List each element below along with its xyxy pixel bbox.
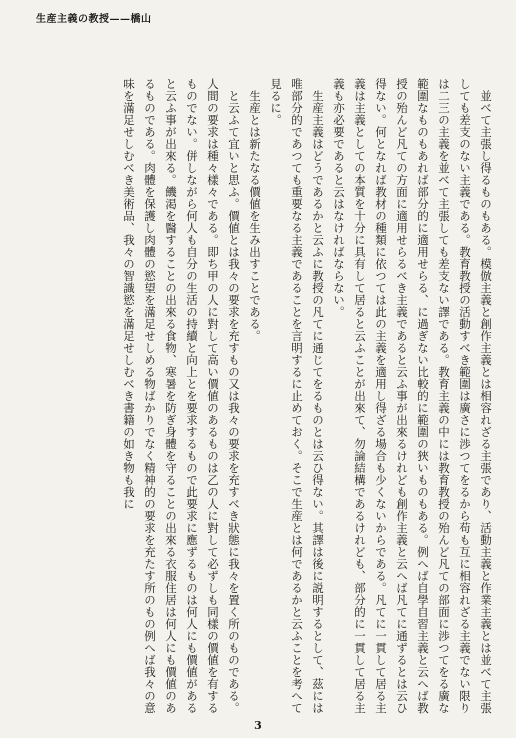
- paragraph-production-principle: 生産主義はどうであるかと云ふに教授の凡てに通じてをるものとは云ひ得ない。其譯は後に説明するとして、茲には唯部分的であつても重要なる主義であることを言明するに止めておく。そこで生産とは何であるかと云ふことを考へて見るに。: [269, 78, 325, 714]
- running-header: 生産主義の教授——橋山: [36, 14, 152, 25]
- page-number: 3: [254, 719, 262, 732]
- paragraph-value: と云ふて宜いと思ふ。價値とは我々の要求を充すもの又は我々の要求を充すべき狀態に我々を置く所のものである。人間の要求は種々樣々である。即ち甲の人に對して高い價値のあるものは乙の人に對して必ずしも同樣の價値を有するものでない。併しながら何人も自分の生活の持續と向上とを要求するもので此要求に應ずるものは何人にも價値があると云ふ事が出來る。饑渇を醫することの出來る食物、寒暑を防ぎ身體を守ることの出來る衣服住居は何人にも價値のあるものである。肉體を保護し肉體の慾望を滿足せしめる物ばかりでなく精神的の要求を充たす所のもの例へば我々の意味を滿足せしむべき美術品、我々の智識慾を滿足せしむべき書籍の如き物も我に: [122, 78, 241, 714]
- paragraph-principles: 並べて主張し得るものもある。模倣主義と創作主義とは相容れざる主張であり、活動主義と作業主義とは並べて主張しても差支のない主義である。教育教授の活動すべき範圍は廣さに渉つてをるから苟も互に相容れざる主義でない限りは二三の主義を並べて主張しても差支ない譯である。教育主義の中には教育教授の殆んど凡ての部面に渉つてをる廣な範圍なものもあれば部分的に適用せらる、に過ぎない比較的に範圍の狹いものもある。例へば自學自習主義と云へば教授の殆んど凡ての方面に適用せらるべき主義であると云ふ事が出來るけれども創作主義と云へば凡てに通ずるとは云ひ得ない。何となれば教材の種類に依つては此の主義を適用し得ざる場合も少くないからである。凡てに一貫して居る主義は主義としての本質を十分に具有して居ると云ふことが出來て、勿論結構であるけれども、部分的に一貫して居る主義も亦必要であると云はなければならない。: [332, 78, 493, 714]
- paragraph-definition: 生産とは新たなる價値を生み出すことである。: [248, 89, 262, 342]
- vertical-text-body: [26, 78, 496, 718]
